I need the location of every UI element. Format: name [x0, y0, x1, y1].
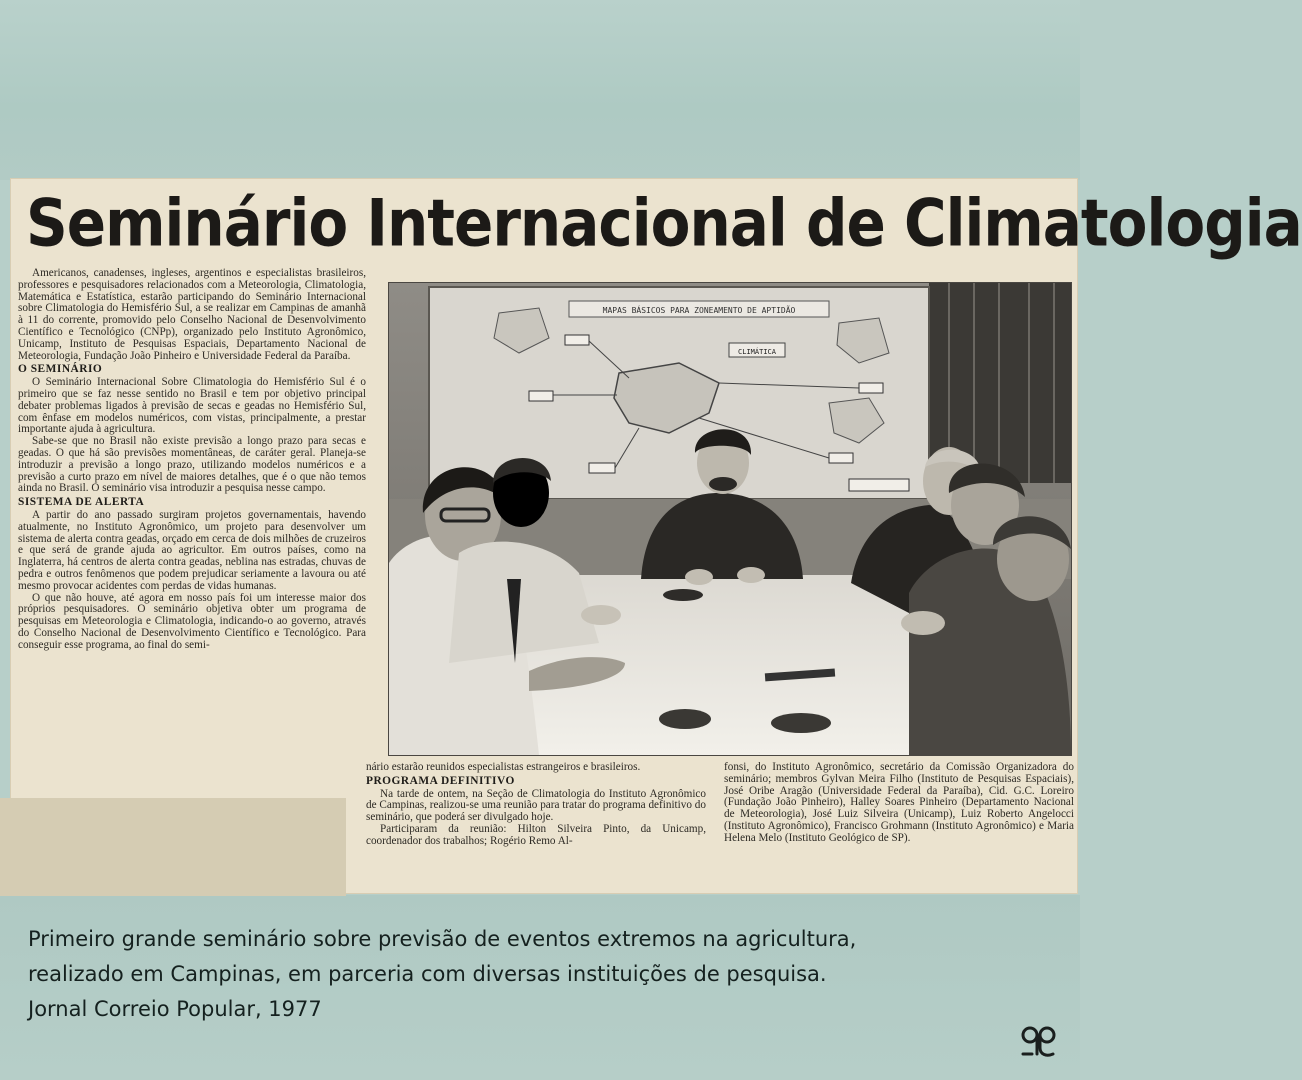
- article-paragraph: fonsi, do Instituto Agronômico, secretário da Comissão Organizadora do seminário; membros Gylvan Meira Filho (Instituto de Pesquisas Espaciais), José Oribe Aragão (Universidade Federal da Paraíba), Cid. G.C. Loreiro (Fundação João Pinheiro), Halley Soares Pinheiro (Departamento Nacional de Meteorologia), José Luiz Silveira (Unicamp), Luiz Roberto Angelocci (Instituto Agronômico), Francisco Grohmann (Instituto Agronômico) e Maria Helena Melo (Instituto Geológico de SP).: [724, 761, 1074, 844]
- article-intro: Americanos, canadenses, ingleses, argentinos e especialistas brasileiros, professores e pesquisadores relacionados com a Meteorologia, Climatologia, Matemática e Estatística, estarão participando do Seminário Internacional sobre Climatologia do Hemisfério Sul, a se realizar em Campinas de amanhã à 11 do corrente, promovido pelo Conselho Nacional de Desenvolvimento Científico e Tecnológico (CNPp), organizado pelo Instituto Agronômico, Unicamp, Instituto de Pesquisas Espaciais, Departamento Nacional de Meteorologia, Fundação João Pinheiro e Universidade Federal da Paraíba.: [18, 267, 366, 362]
- article-paragraph: Participaram da reunião: Hilton Silveira Pinto, da Unicamp, coordenador dos trabalhos; Rogério Remo Al-: [366, 822, 706, 847]
- article-right-column: [724, 762, 1074, 890]
- meeting-photo: [388, 282, 1072, 756]
- brand-monogram-icon: [1020, 1024, 1058, 1060]
- section-heading-sistema-alerta: SISTEMA DE ALERTA: [18, 496, 145, 509]
- article-paragraph: A partir do ano passado surgiram projetos governamentais, havendo atualmente, no Instituto Agronômico, um projeto para desenvolver um sistema de alerta contra geadas, orçado em cerca de dois milhões de cruzeiros e que será de grande ajuda ao agricultor. Em outros países, como na Inglaterra, há centros de alerta contra geadas, neblina nas estradas, chuvas de pedra e outros fenômenos que podem prejudicar seriamente a lavoura ou até mesmo provocar acidentes com perdas de vidas humanas.: [18, 508, 366, 592]
- board-title-text: MAPAS BÁSICOS PARA ZONEAMENTO DE APTIDÃO: [602, 306, 796, 315]
- section-heading-programa: PROGRAMA DEFINITIVO: [366, 774, 515, 787]
- background-top: [0, 0, 1080, 180]
- newspaper-clipping: [10, 178, 1302, 894]
- article-middle-column: [366, 762, 706, 890]
- image-caption: Primeiro grande seminário sobre previsão de eventos extremos na agricultura, realizado em Campinas, em parceria com diversas instituições de pesquisa. Jornal Correio Popular, 1977: [28, 927, 857, 1021]
- article-paragraph: O que não houve, até agora em nosso país foi um interesse maior dos próprios pesquisadores. O seminário objetiva obter um programa de pesquisas em Meteorologia e Climatologia, indicando-o ao governo, através do Conselho Nacional de Desenvolvimento Científico e Tecnológico. Para conseguir esse programa, ao final do semi-: [18, 591, 366, 651]
- article-paragraph: O Seminário Internacional Sobre Climatologia do Hemisfério Sul é o primeiro que se faz nesse sentido no Brasil e tem por objetivo principal debater problemas ligados à previsão de secas e geadas no Hemisfério Sul, com ênfase em modelos numéricos, com vistas, principalmente, a prestar importante ajuda à agricultura.: [18, 376, 366, 436]
- article-left-column: [18, 268, 366, 798]
- article-paragraph: Sabe-se que no Brasil não existe previsão a longo prazo para secas e geadas. O que há são previsões momentâneas, de caráter geral. Planeja-se introduzir a previsão a longo prazo, utilizando modelos numéricos e a previsão a curto prazo em nível de maiores detalhes, que é o que não temos ainda no Brasil. O seminário visa introduzir a pesquisa nesse campo.: [18, 435, 366, 495]
- board-label-text: CLIMÁTICA: [738, 348, 776, 356]
- article-headline: Seminário Internacional de Climatologia: [26, 184, 1302, 262]
- section-heading-seminario: O SEMINÁRIO: [18, 363, 103, 376]
- article-paragraph: nário estarão reunidos especialistas estrangeiros e brasileiros.: [366, 761, 641, 773]
- article-paragraph: Na tarde de ontem, na Seção de Climatologia do Instituto Agronômico de Campinas, realizou-se uma reunião para tratar do programa definitivo do seminário, que poderá ser divulgado hoje.: [366, 787, 706, 824]
- clipping-torn-patch: [0, 798, 346, 896]
